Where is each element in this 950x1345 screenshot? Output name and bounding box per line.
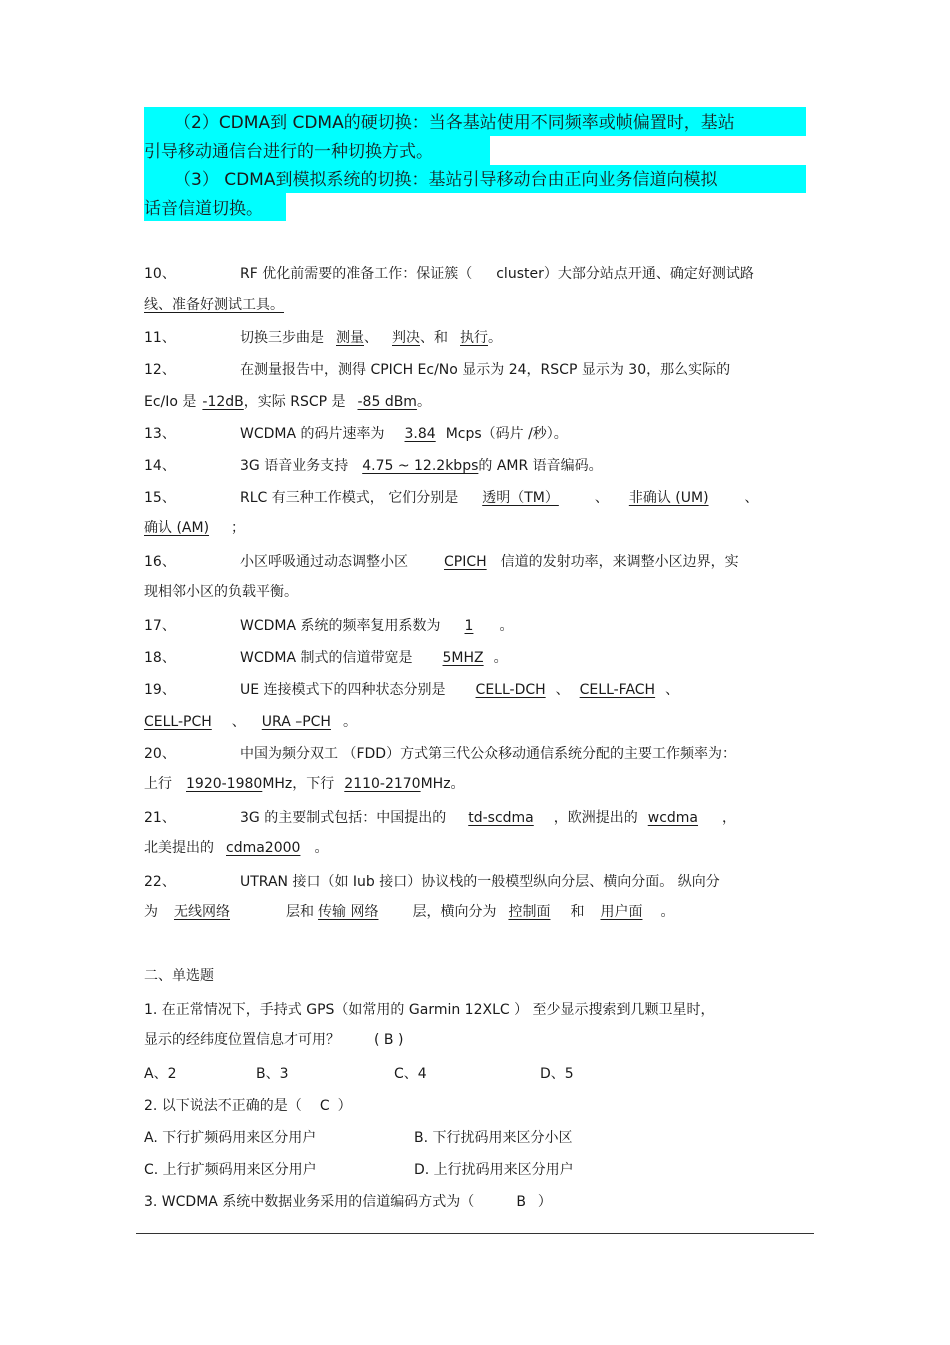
s2-q2-option-d: D. 上行扰码用来区分用户 <box>414 1162 574 1178</box>
q20-line-1: 20、 中国为频分双工 （FDD）方式第三代公众移动通信系统分配的主要工作频率为： <box>144 746 737 762</box>
q11-line: 11、 切换三步曲是 测量、 判决、和 执行。 <box>144 330 502 346</box>
s2-q2-options-1 <box>144 1128 805 1148</box>
q16-line-2: 现相邻小区的负载平衡。 <box>144 584 298 600</box>
q12-line-1: 12、 在测量报告中，测得 CPICH Ec/No 显示为 24，RSCP 显示为 30，那么实际的 <box>144 362 731 378</box>
highlight-line-3: （3） CDMA到模拟系统的切换：基站引导移动台由正向业务信道向模拟 <box>174 170 718 190</box>
highlight-line-2: 引导移动通信台进行的一种切换方式。 <box>144 142 433 162</box>
s2-q2-options-2 <box>144 1160 805 1180</box>
highlight-line-4: 话音信道切换。 <box>144 199 263 219</box>
s2-q1-option-b: B、3 <box>256 1066 289 1082</box>
s2-q1-option-a: A、2 <box>144 1066 177 1082</box>
s2-q2-option-b: B. 下行扰码用来区分小区 <box>414 1130 573 1146</box>
q15-line-2: 确认 (AM) ； <box>144 520 246 536</box>
page-footer-rule <box>136 1233 814 1234</box>
s2-q1-options <box>144 1064 805 1084</box>
q15-line-1: 15、 RLC 有三种工作模式， 它们分别是 透明（TM） 、 非确认 (UM) 、 <box>144 490 759 506</box>
s2-q2-line: 2. 以下说法不正确的是（ C ） <box>144 1098 352 1114</box>
q20-line-2: 上行 1920-1980MHz，下行 2110-2170MHz。 <box>144 776 465 792</box>
q12-line-2: Ec/Io 是 -12dB，实际 RSCP 是 -85 dBm。 <box>144 394 431 410</box>
s2-q3-line: 3. WCDMA 系统中数据业务采用的信道编码方式为（ B ） <box>144 1194 552 1210</box>
highlight-line-1: （2）CDMA到 CDMA的硬切换：当各基站使用不同频率或帧偏置时，基站 <box>174 113 735 133</box>
q22-line-2: 为 无线网络 层和 传输 网络 层，横向分为 控制面 和 用户面 。 <box>144 904 675 920</box>
s2-q1-line-1: 1. 在正常情况下，手持式 GPS（如常用的 Garmin 12XLC ） 至少显示搜索到几颗卫星时， <box>144 1002 715 1018</box>
s2-q2-option-c: C. 上行扩频码用来区分用户 <box>144 1162 317 1178</box>
q14-line: 14、 3G 语音业务支持 4.75 ~ 12.2kbps的 AMR 语音编码。 <box>144 458 603 474</box>
q21-line-1: 21、 3G 的主要制式包括：中国提出的 td-scdma ，欧洲提出的 wcdma ， <box>144 810 737 826</box>
s2-q1-option-d: D、5 <box>540 1066 574 1082</box>
q19-line-1: 19、 UE 连接模式下的四种状态分别是 CELL-DCH 、 CELL-FACH 、 <box>144 682 680 698</box>
q19-line-2: CELL-PCH 、 URA –PCH 。 <box>144 714 357 730</box>
q18-line: 18、 WCDMA 制式的信道带宽是 5MHZ 。 <box>144 650 508 666</box>
q10-line-2: 线、准备好测试工具。 <box>144 297 284 313</box>
q17-line: 17、 WCDMA 系统的频率复用系数为 1 。 <box>144 618 514 634</box>
s2-q1-option-c: C、4 <box>394 1066 427 1082</box>
s2-q1-line-2: 显示的经纬度位置信息才可用？ ( B ) <box>144 1032 404 1048</box>
s2-q2-option-a: A. 下行扩频码用来区分用户 <box>144 1130 317 1146</box>
q16-line-1: 16、 小区呼吸通过动态调整小区 CPICH 信道的发射功率，来调整小区边界，实 <box>144 554 739 570</box>
q21-line-2: 北美提出的 cdma2000 。 <box>144 840 329 856</box>
q10-line-1: 10、 RF 优化前需要的准备工作：保证簇（ cluster）大部分站点开通、确定好测试路 <box>144 266 754 282</box>
q13-line: 13、 WCDMA 的码片速率为 3.84 Mcps（码片 /秒）。 <box>144 426 568 442</box>
section2-title: 二、单选题 <box>144 968 214 984</box>
q22-line-1: 22、 UTRAN 接口（如 Iub 接口）协议栈的一般模型纵向分层、横向分面。 纵向分 <box>144 874 720 890</box>
